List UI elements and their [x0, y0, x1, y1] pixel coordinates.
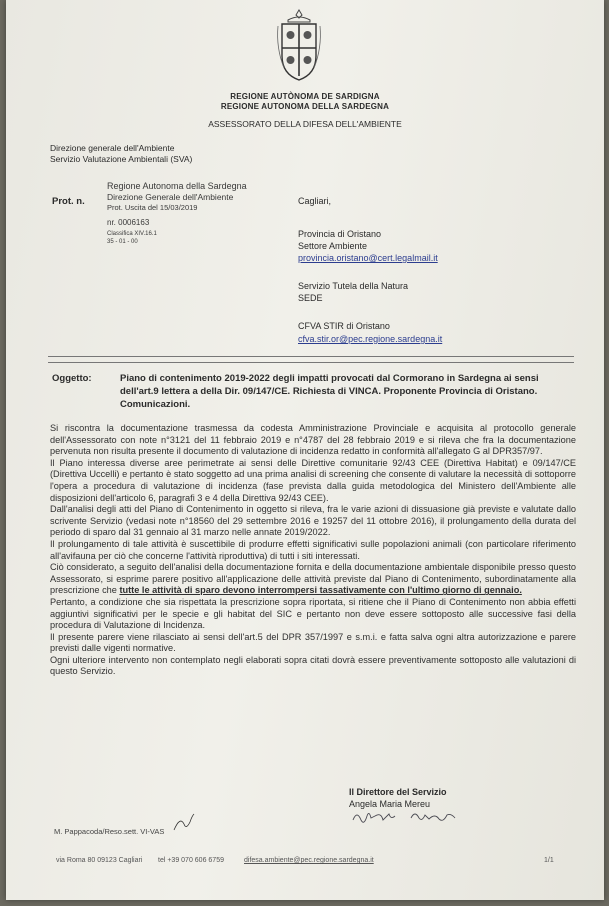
letterhead-italian: REGIONE AUTONOMA DELLA SARDEGNA — [220, 102, 390, 111]
recipient-nature-service: Servizio Tutela della Natura — [298, 281, 409, 291]
place-of-writing: Cagliari, — [298, 196, 332, 206]
protocol-stamp-codes: 35 - 01 - 00 — [107, 239, 138, 245]
protocol-stamp-direction: Direzione Generale dell'Ambiente — [107, 192, 234, 202]
divider-bottom — [48, 362, 574, 363]
footer-page-number: 1/1 — [544, 857, 554, 864]
drafter-initials: M. Pappacoda/Reso.sett. VI-VAS — [54, 827, 165, 836]
sender-direction: Direzione generale dell'Ambiente — [50, 143, 175, 153]
subject-text: Piano di contenimento 2019-2022 degli impatti provocati dal Cormorano in Sardegna ai sensi dell'art.9 lettera a della Dir. 09/147/CE. Richiesta di VINCA. Proponente Provincia di Oristano. Comunicazioni. — [120, 373, 539, 410]
regional-coat-of-arms-logo — [274, 8, 324, 84]
body-paragraph-4: Il prolungamento di tale attività è suscettibile di produrre effetti significativi sulle popolazioni animali (con particolare riferimento all'avifauna per ciò che concerne l'attività riproduttiva) di tutti i siti interessati. — [50, 538, 576, 561]
prescription-emphasis: tutte le attività di sparo devono interrompersi tassativamente con l'ultimo giorno di gennaio. — [119, 585, 522, 596]
letterhead-sardinian: REGIONE AUTÒNOMA DE SARDIGNA — [230, 92, 380, 101]
body-paragraph-8: Ogni ulteriore intervento non contemplato negli elaborati sopra citati dovrà essere preventivamente sottoposto alle valutazioni di questo Servizio. — [50, 654, 576, 677]
signature-name: Angela Maria Mereu — [349, 799, 431, 809]
footer-address: via Roma 80 09123 Cagliari — [56, 857, 143, 864]
protocol-stamp-classification: Classifica XIV.16.1 — [107, 231, 157, 237]
body-paragraph-2: Il Piano interessa diverse aree perimetrate ai sensi delle Direttive comunitarie 92/43 CEE (Direttiva Habitat) e 09/147/CE (Direttiva Uccelli) e pertanto è stato soggetto ad una prima analisi di screening che consente di valutare la necessità di sottoporre l'opera a procedura di valutazione di incidenza (fase prevista dalla guida metodologica del Ministero dell'Ambiente alle disposizioni dell'articolo 6, paragrafi 3 e 4 della Direttiva 92/43 CEE). — [50, 457, 576, 503]
footer-email[interactable]: difesa.ambiente@pec.regione.sardegna.it — [244, 857, 374, 864]
divider-top — [48, 356, 574, 357]
signature-title: Il Direttore del Servizio — [349, 787, 447, 797]
recipient-cfva-email[interactable]: cfva.stir.or@pec.regione.sardegna.it — [298, 334, 443, 344]
initials-scribble — [172, 812, 196, 834]
sender-service: Servizio Valutazione Ambientali (SVA) — [50, 154, 193, 164]
letterhead-department: ASSESSORATO DELLA DIFESA DELL'AMBIENTE — [208, 119, 402, 129]
body-paragraph-1: Si riscontra la documentazione trasmessa da codesta Amministrazione Provinciale e acquisita al protocollo generale dell'Assessorato con note n°3121 del 11 febbraio 2019 e n°4787 del 28 febbraio 2019 e si rileva che fra la documentazione pervenuta non risulta presente il documento di valutazione di incidenza redatto in conformità all'allegato G al DPR357/97. — [50, 423, 576, 457]
protocol-label: Prot. n. — [52, 196, 85, 207]
body-paragraph-3: Dall'analisi degli atti del Piano di Contenimento in oggetto si rileva, fra le varie azioni di dissuasione già previste e valutate dallo scrivente Servizio (vedasi note n°18560 del 29 settembre 2016 e 19257 del 11 ottobre 2016), il prolungamento della durata del periodo di sparo dal 31 gennaio al 31 marzo nelle annate 2019/2022. — [50, 504, 576, 538]
body-paragraph-5-text: Ciò considerato, a seguito dell'analisi della documentazione fornita e della documentazione ambientale disponibile presso questo Assessorato, si esprime parere positivo all'applicazione delle attività previste dal Piano di Contenimento, subordinatamente alla prescrizione che — [50, 562, 576, 596]
recipient-province: Provincia di Oristano — [298, 229, 382, 239]
handwritten-signature — [351, 806, 471, 828]
recipient-cfva: CFVA STIR di Oristano — [298, 321, 390, 331]
recipient-sector: Settore Ambiente — [298, 241, 368, 251]
recipient-sede: SEDE — [298, 293, 323, 303]
subject-label: Oggetto: — [52, 373, 92, 384]
body-paragraph-6: Pertanto, a condizione che sia rispettata la prescrizione sopra riportata, si ritiene che il Piano di Contenimento non abbia effetti aggiuntivi significativi per le specie e gli habitat del SIC e pertanto non deve essere sottoposto alle successive fasi della procedura di Valutazione di Incidenza. — [50, 596, 576, 631]
recipient-province-email[interactable]: provincia.oristano@cert.legalmail.it — [298, 253, 438, 263]
protocol-stamp-number: nr. 0006163 — [107, 218, 150, 227]
body-paragraph-7: Il presente parere viene rilasciato ai sensi dell'art.5 del DPR 357/1997 e s.m.i. e fatta salva ogni altra autorizzazione e parere previsti dalle vigenti normative. — [50, 631, 576, 654]
protocol-stamp-date: Prot. Uscita del 15/03/2019 — [107, 203, 198, 212]
letter-body — [50, 423, 576, 678]
body-paragraph-5 — [50, 562, 576, 597]
letter-page — [6, 0, 604, 900]
footer-phone: tel +39 070 606 6759 — [158, 857, 224, 864]
protocol-stamp-region: Regione Autonoma della Sardegna — [107, 181, 247, 191]
